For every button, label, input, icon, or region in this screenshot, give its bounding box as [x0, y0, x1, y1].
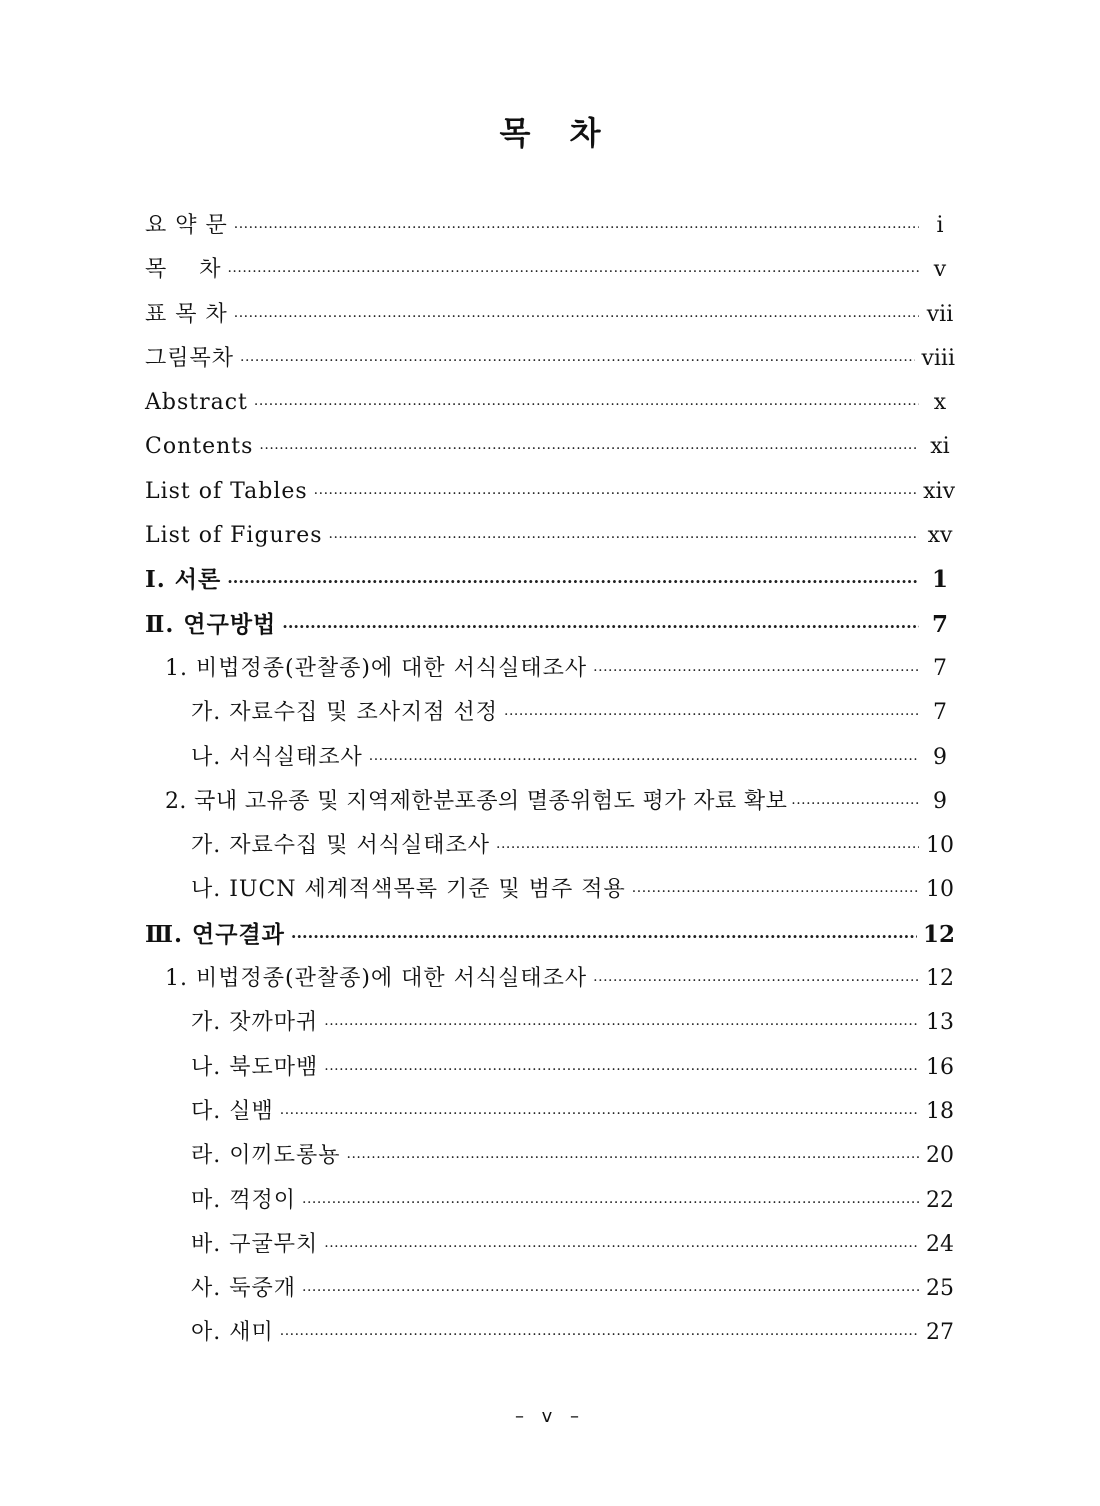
toc-subsection-entry[interactable] [145, 1311, 955, 1355]
toc-leader-dots [632, 870, 919, 914]
toc-entry-label: Contents [145, 434, 254, 460]
toc-entry-label: List of Tables [145, 478, 308, 504]
toc-entry-label: 마. 꺽정이 [191, 1187, 296, 1213]
toc-leader-dots [369, 738, 919, 782]
toc-chapter-entry[interactable] [145, 603, 955, 647]
toc-entry-label: 바. 구굴무치 [191, 1231, 319, 1257]
toc-page-number: 9 [933, 744, 947, 770]
toc-subsection-entry[interactable] [145, 1223, 955, 1267]
toc-entry-label: 나. IUCN 세계적색목록 기준 및 범주 적용 [191, 877, 626, 903]
toc-leader-dots [324, 1225, 919, 1269]
toc-leader-dots [227, 560, 919, 604]
toc-leader-dots [314, 472, 917, 516]
toc-entry-label: 가. 자료수집 및 서식실태조사 [191, 833, 490, 859]
toc-subsection-entry[interactable] [145, 691, 955, 735]
toc-entry-label: Abstract [145, 390, 248, 416]
toc-leader-dots [593, 959, 919, 1003]
toc-leader-dots [282, 605, 919, 649]
toc-page-number: 12 [926, 966, 954, 992]
toc-entry-label: Ⅱ. 연구방법 [145, 610, 277, 638]
toc-leader-dots [234, 295, 919, 339]
toc-entry[interactable] [145, 293, 955, 337]
toc-leader-dots [504, 693, 919, 737]
toc-entry-label: 나. 북도마뱀 [191, 1054, 319, 1080]
toc-subsection-entry[interactable] [145, 1046, 955, 1090]
toc-entry[interactable] [145, 248, 955, 292]
toc-entry-label: 아. 새미 [191, 1320, 274, 1346]
toc-entry-label: 2. 국내 고유종 및 지역제한분포종의 멸종위험도 평가 자료 확보 [165, 788, 788, 814]
toc-entry-label: 1. 비법정종(관찰종)에 대한 서식실태조사 [165, 966, 588, 992]
toc-entry-label: 나. 서식실태조사 [191, 744, 363, 770]
toc-leader-dots [234, 206, 919, 250]
toc-subsection-entry[interactable] [145, 1001, 955, 1045]
toc-subsection-entry[interactable] [145, 868, 955, 912]
toc-page-number: 20 [926, 1143, 954, 1169]
toc-leader-dots [240, 339, 915, 383]
toc-leader-dots [593, 649, 919, 693]
toc-page-number: 25 [926, 1276, 954, 1302]
toc-entry-label: 가. 잣까마귀 [191, 1010, 319, 1036]
toc-entry[interactable] [145, 337, 955, 381]
toc-leader-dots [280, 1313, 919, 1357]
toc-page-number: 12 [922, 920, 955, 948]
toc-page-number: 7 [933, 655, 947, 681]
toc-entry[interactable] [145, 425, 955, 469]
toc-subsection-entry[interactable] [145, 824, 955, 868]
toc-leader-dots [791, 782, 921, 826]
toc-leader-dots [329, 516, 919, 560]
toc-page-number: 10 [926, 833, 954, 859]
toc-entry-label: Ⅲ. 연구결과 [145, 920, 285, 948]
toc-entry-label: 표 목 차 [145, 301, 228, 327]
toc-page-number: 18 [926, 1098, 954, 1124]
toc-entry-label: 목 차 [145, 257, 222, 283]
toc-subsection-entry[interactable] [145, 736, 955, 780]
toc-subsection-entry[interactable] [145, 1179, 955, 1223]
toc-leader-dots [302, 1269, 919, 1313]
toc-section-entry[interactable] [145, 780, 955, 824]
toc-section-entry[interactable] [145, 957, 955, 1001]
page-number-footer: – v – [514, 1406, 586, 1427]
toc-subsection-entry[interactable] [145, 1267, 955, 1311]
toc-leader-dots [347, 1136, 920, 1180]
toc-entry[interactable] [145, 470, 955, 514]
toc-leader-dots [496, 826, 919, 870]
toc-page-number: 27 [926, 1320, 954, 1346]
toc-page-number: xiv [923, 478, 955, 504]
toc-page-number: i [936, 213, 944, 238]
toc-entry[interactable] [145, 514, 955, 558]
toc-page-number: x [933, 390, 947, 416]
toc-subsection-entry[interactable] [145, 1134, 955, 1178]
toc-section-entry[interactable] [145, 647, 955, 691]
page-title: 목 차 [499, 114, 615, 152]
toc-leader-dots [259, 427, 919, 471]
toc-entry-label: 다. 실뱀 [191, 1098, 274, 1124]
toc-page-number: 9 [933, 788, 947, 814]
toc-page-number: xi [930, 434, 950, 460]
toc-page-number: 22 [926, 1187, 954, 1213]
toc-page-number: 10 [926, 877, 954, 903]
toc-page-number: 7 [931, 610, 948, 638]
toc-entry[interactable] [145, 204, 955, 248]
toc-leader-dots [324, 1003, 919, 1047]
toc-page-number: 7 [933, 700, 947, 726]
table-of-contents [145, 204, 955, 1356]
toc-leader-dots [302, 1181, 919, 1225]
toc-entry-label: 요 약 문 [145, 213, 228, 238]
toc-page-number: vii [926, 301, 954, 327]
toc-page-number: xv [927, 523, 953, 549]
toc-entry-label: 가. 자료수집 및 조사지점 선정 [191, 700, 498, 726]
toc-entry-label: 1. 비법정종(관찰종)에 대한 서식실태조사 [165, 655, 588, 681]
toc-page-number: 13 [926, 1010, 954, 1036]
toc-leader-dots [291, 915, 917, 959]
toc-chapter-entry[interactable] [145, 558, 955, 602]
toc-chapter-entry[interactable] [145, 913, 955, 957]
toc-page-number: 24 [926, 1231, 954, 1257]
toc-entry-label: List of Figures [145, 523, 323, 549]
toc-page-number: 1 [931, 566, 948, 594]
toc-leader-dots [280, 1092, 919, 1136]
toc-entry-label: 사. 둑중개 [191, 1276, 296, 1302]
toc-page-number: 16 [926, 1054, 954, 1080]
toc-entry-label: 라. 이끼도롱뇽 [191, 1143, 341, 1169]
toc-subsection-entry[interactable] [145, 1090, 955, 1134]
toc-entry[interactable] [145, 381, 955, 425]
toc-page-number: viii [921, 345, 955, 371]
toc-page-number: v [933, 257, 947, 283]
toc-entry-label: Ⅰ. 서론 [145, 566, 222, 594]
toc-leader-dots [324, 1048, 919, 1092]
toc-entry-label: 그림목차 [145, 345, 235, 371]
toc-leader-dots [227, 250, 919, 294]
toc-leader-dots [254, 383, 919, 427]
